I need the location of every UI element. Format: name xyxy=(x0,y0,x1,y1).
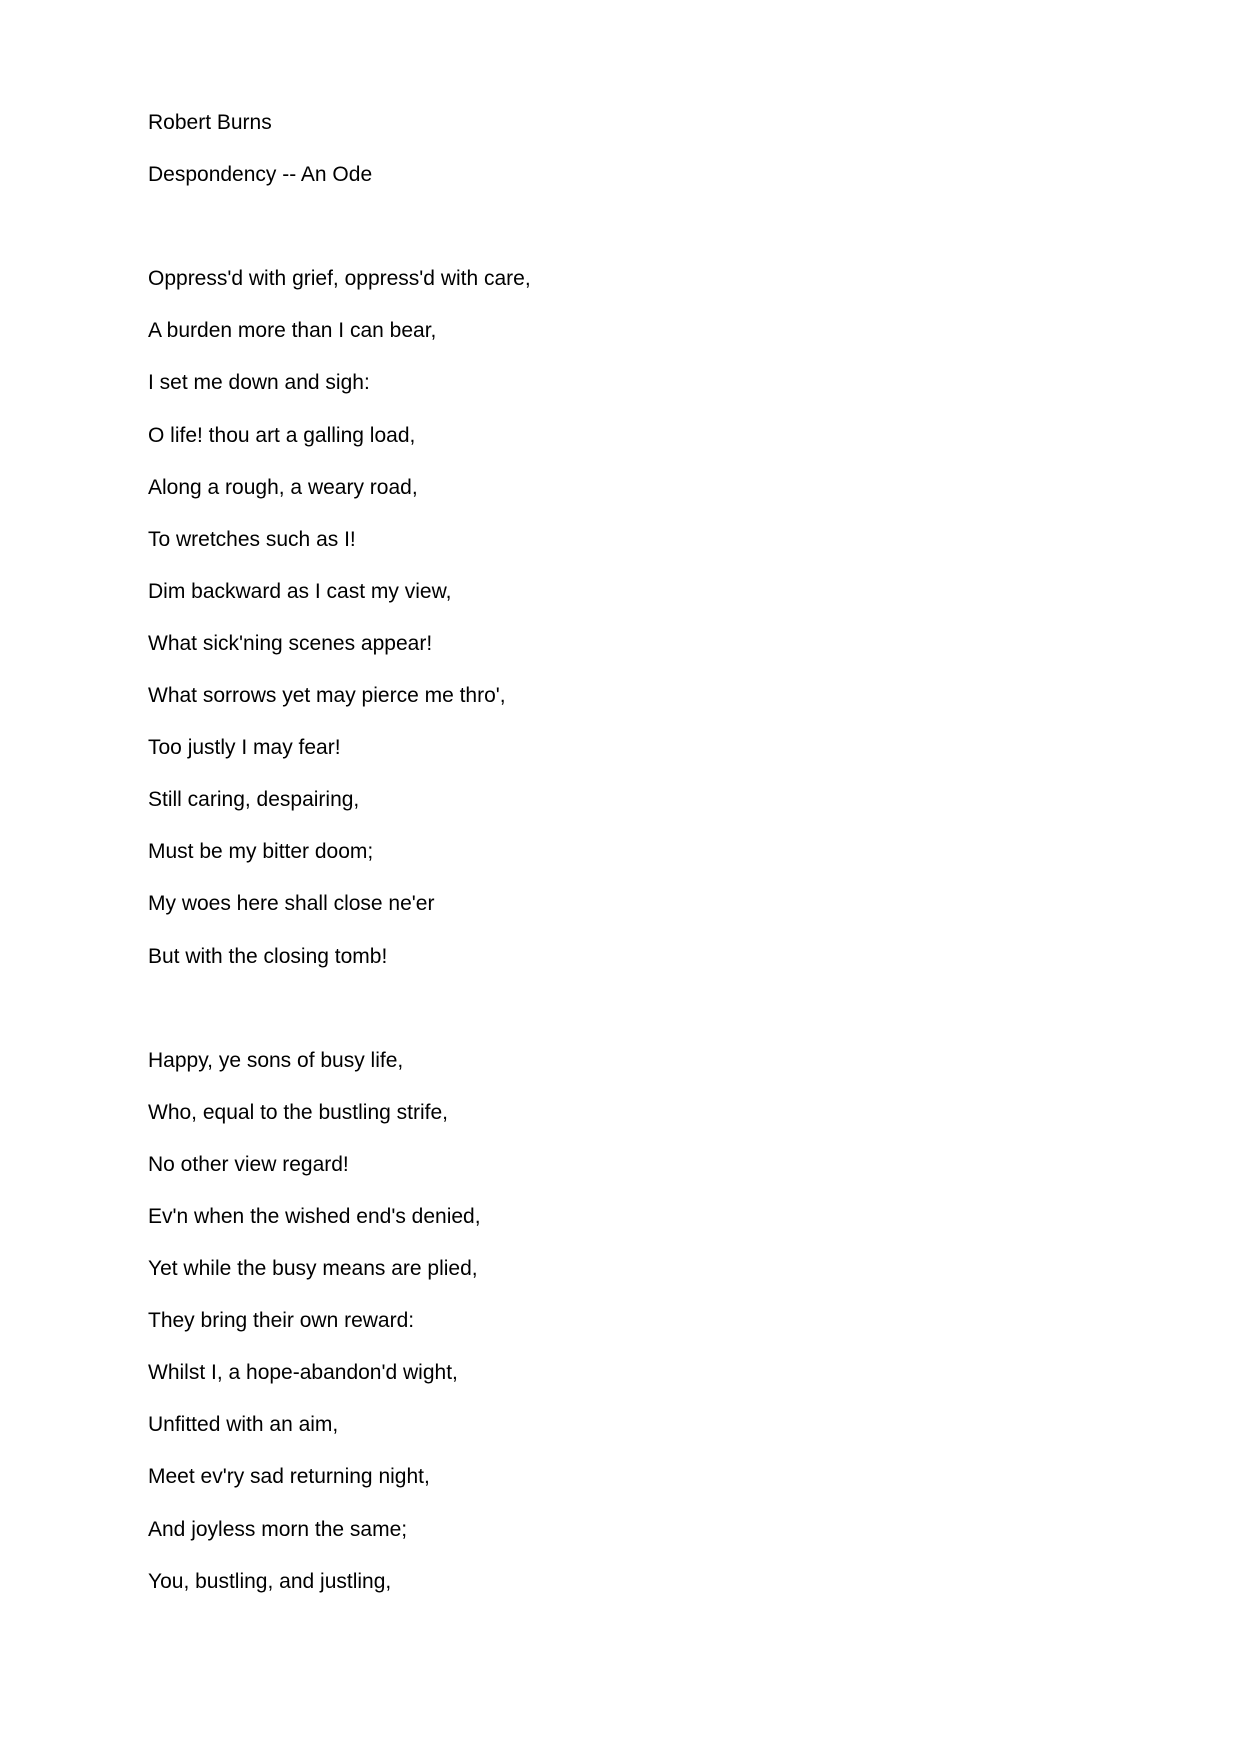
poem-line: Unfitted with an aim, xyxy=(148,1413,339,1437)
poem-text xyxy=(148,110,531,1621)
stanza-spacer xyxy=(148,996,531,1048)
poem-line: O life! thou art a galling load, xyxy=(148,423,416,447)
poem-line: Meet ev'ry sad returning night, xyxy=(148,1465,430,1489)
poem-line: Whilst I, a hope-abandon'd wight, xyxy=(148,1361,458,1385)
poem-line: Oppress'd with grief, oppress'd with care, xyxy=(148,267,531,291)
poem-line: To wretches such as I! xyxy=(148,527,356,551)
poem-line: A burden more than I can bear, xyxy=(148,319,437,343)
poem-line: I set me down and sigh: xyxy=(148,371,370,395)
poem-line: They bring their own reward: xyxy=(148,1309,415,1333)
poem-line: Too justly I may fear! xyxy=(148,736,341,760)
stanza-1 xyxy=(148,266,531,995)
poem-line: Yet while the busy means are plied, xyxy=(148,1257,478,1281)
poem-line: But with the closing tomb! xyxy=(148,944,388,968)
poem-line: You, bustling, and justling, xyxy=(148,1569,392,1593)
poem-line: My woes here shall close ne'er xyxy=(148,892,435,916)
poem-line: And joyless morn the same; xyxy=(148,1517,408,1541)
poem-line: What sorrows yet may pierce me thro', xyxy=(148,684,506,708)
stanza-2 xyxy=(148,1048,531,1621)
poem-line: Still caring, despairing, xyxy=(148,788,360,812)
author-name: Robert Burns xyxy=(148,111,272,134)
poem-line: Who, equal to the bustling strife, xyxy=(148,1100,448,1124)
poem-line: What sick'ning scenes appear! xyxy=(148,631,433,655)
poem-line: Happy, ye sons of busy life, xyxy=(148,1048,404,1072)
poem-line: Along a rough, a weary road, xyxy=(148,475,418,499)
poem-line: Dim backward as I cast my view, xyxy=(148,579,452,603)
poem-line: No other view regard! xyxy=(148,1152,349,1176)
poem-line: Must be my bitter doom; xyxy=(148,840,374,864)
poem-title: Despondency -- An Ode xyxy=(148,163,373,187)
poem-line: Ev'n when the wished end's denied, xyxy=(148,1204,481,1228)
stanza-spacer xyxy=(148,214,531,266)
